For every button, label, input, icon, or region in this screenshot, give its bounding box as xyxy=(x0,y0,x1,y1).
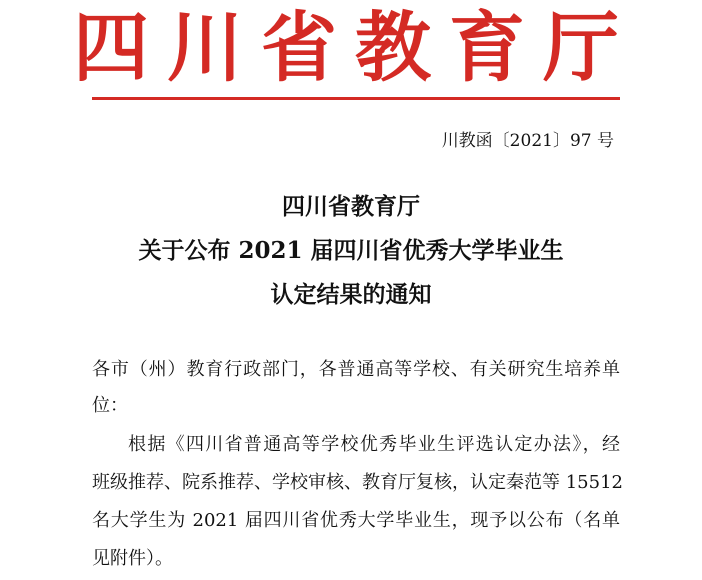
title-line-2: 关于公布 2021 届四川省优秀大学毕业生 xyxy=(138,237,564,264)
addressee-line-2: 位： xyxy=(92,395,128,416)
title-line-3: 认定结果的通知 xyxy=(270,281,432,308)
masthead-red-rule xyxy=(92,97,620,100)
document-number: 川教函〔2021〕97 号 xyxy=(441,131,614,151)
paragraph-line-1: 根据《四川省普通高等学校优秀毕业生评选认定办法》，经 xyxy=(128,434,620,455)
paragraph-line-4: 见附件）。 xyxy=(92,548,173,569)
title-line-1: 四川省教育厅 xyxy=(282,193,420,220)
masthead-org-name: 四川省教育厅 xyxy=(73,3,637,92)
paragraph-line-3: 名大学生为 2021 届四川省优秀大学毕业生，现予以公布（名单 xyxy=(92,510,620,531)
addressee-line-1: 各市（州）教育行政部门，各普通高等学校、有关研究生培养单 xyxy=(92,359,620,380)
paragraph-line-2: 班级推荐、院系推荐、学校审核、教育厅复核，认定秦范等 15512 xyxy=(92,472,623,493)
